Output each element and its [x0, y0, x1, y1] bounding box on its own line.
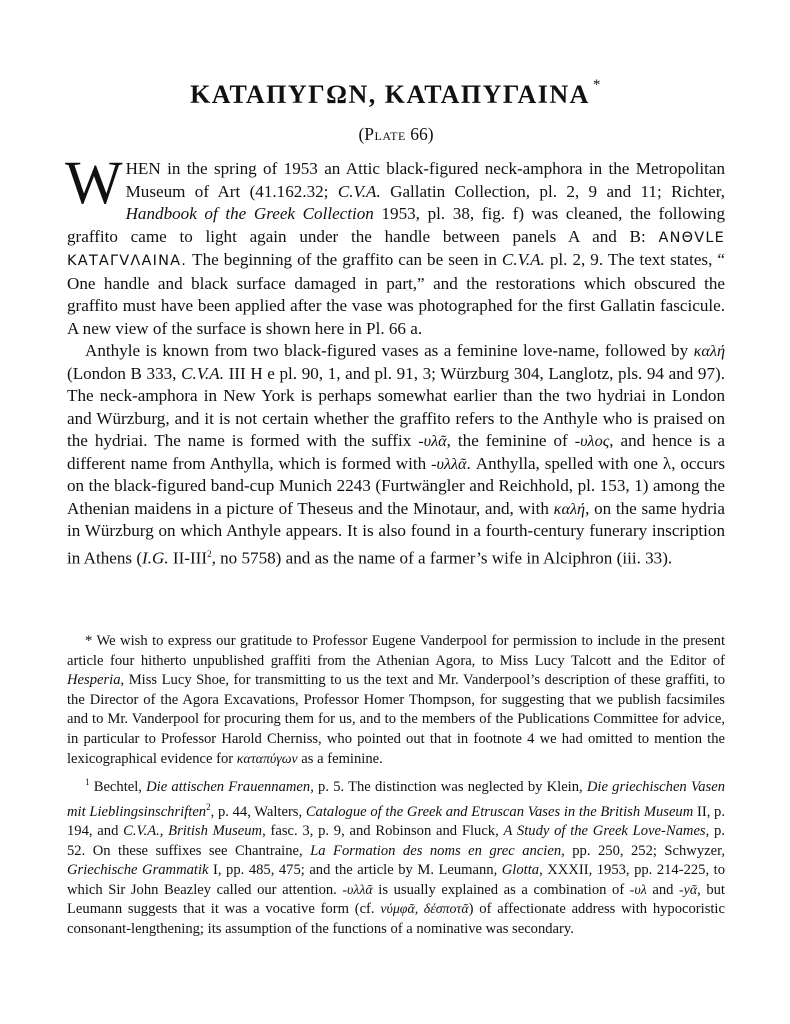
title-text: ΚΑΤΑΠΥΓΩΝ, ΚΑΤΑΠΥΓΑΙΝΑ	[190, 80, 590, 109]
paragraph-2: Anthyle is known from two black-figured vases as a feminine love-name, followed by καλή (London B 333, C.V.A. III H e pl. 90, 1, and pl. 91, 3; Würzburg 304, Langlotz, pls. 94 and 97). The neck-amphora in New York is perhaps somewhat earlier than the two hydriai in London and Würzburg, and it is not certain whether the graffito refers to the Anthyle who is praised on the hydriai. The name is formed with the suffix -υλᾶ, the feminine of -υλος, and hence is a different name from Anthylla, which is formed with -υλλᾶ. Anthylla, spelled with one λ, occurs on the black-figured band-cup Munich 2243 (Furtwängler and Reichhold, pl. 153, 1) among the Athenian maidens in a picture of Theseus and the Minotaur, and, with καλή, on the same hydria in Würzburg on which Anthyle appears. It is also found in a fourth-century funerary inscription in Athens (I.G. II-III$^2$, no 5758) and as the name of a farmer’s wife in Alciphron (iii. 33).	[67, 341, 726, 568]
footnotes	[67, 632, 725, 940]
article-body	[65, 150, 726, 570]
footnote-number: 1	[85, 777, 90, 788]
plate-label: Plate	[364, 124, 406, 144]
plate-reference: (Plate 66)	[358, 124, 434, 144]
footnote-1: $^1$ Bechtel, Die attischen Frauennamen, p. 5. The distinction was neglected by Klein, Die griechischen Vasen mit Lieblingsinschriften$^2$, p. 44, Walters, Catalogue of the Greek and Etruscan Vases in the British Museum II, p. 194, and C.V.A., British Museum, fasc. 3, p. 9, and Robinson and Fluck, A Study of the Greek Love-Names, p. 52. On these suffixes see Chantraine, La Formation des noms en grec ancien, pp. 250, 252; Schwyzer, Griechische Grammatik I, pp. 485, 475; and the article by M. Leumann, Glotta, XXXII, 1953, pp. 214-225, to which Sir John Beazley called our attention. -υλλᾶ is usually explained as a combination of -υλ and -yᾶ, but Leumann suggests that it was a vocative form (cf. νύμφᾶ, δέσποτᾶ) of affectionate address with hypocoristic consonant-lengthening; its assumption of the functions of a nominative was secondary.	[67, 777, 725, 938]
graffito-inscription: ΑΝΘVLΕ ΚΑΤΑΓVΛΑΙΝΑ.	[67, 229, 725, 269]
article-title	[67, 77, 725, 110]
paragraph-1: WHEN in the spring of 1953 an Attic black-figured neck-amphora in the Metropolitan Museum of Art (41.162.32; C.V.A. Gallatin Collection, pl. 2, 9 and 11; Richter, Handbook of the Greek Collection 1953, pl. 38, fig. f) was cleaned, the following graffito came to light again under the handle between panels A and B: ΑΝΘVLΕ ΚΑΤΑΓVΛΑΙΝΑ. The beginning of the graffito can be seen in C.V.A. pl. 2, 9. The text states, “ One handle and black surface damaged in part,” and the restorations which obscured the graffito must have been applied after the vase was photographed for the first Gallatin fascicule. A new view of the surface is shown here in Pl. 66 a.	[65, 150, 725, 338]
drop-cap: W	[65, 150, 123, 217]
footnote-star: * We wish to express our gratitude to Professor Eugene Vanderpool for permission to include in the present article four hitherto unpublished graffiti from the Athenian Agora, to Miss Lucy Talcott and the Editor of Hesperia, Miss Lucy Shoe, for transmitting to us the text and Mr. Vanderpool’s description of these graffiti, to the Director of the Agora Excavations, Professor Homer Thompson, for suggesting that we publish facsimiles and to Mr. Vanderpool for procuring them for us, and to the members of the Publications Committee for advice, in particular to Professor Harold Cherniss, who pointed out that in footnote 4 we had omitted to mention the lexicographical evidence for καταπύγων as a feminine.	[67, 633, 725, 767]
plate-number: 66)	[405, 124, 434, 144]
title-footnote-marker: *	[592, 77, 602, 93]
